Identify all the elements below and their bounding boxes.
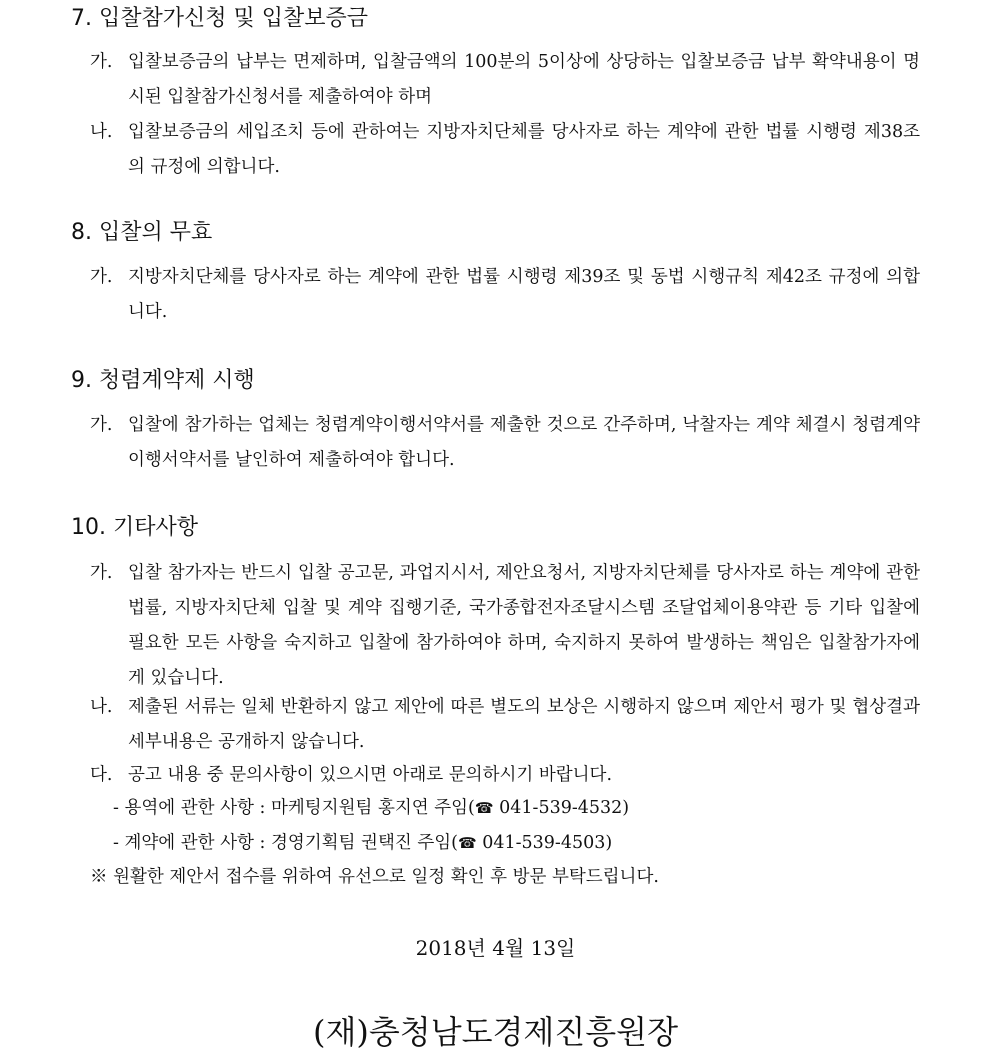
notice-date: 2018년 4월 13일 bbox=[415, 936, 576, 960]
contact-contract-inquiry bbox=[113, 826, 612, 861]
item-marker: 가. bbox=[90, 563, 113, 583]
item-marker: 가. bbox=[90, 415, 113, 435]
contact-phone: 041-539-4503) bbox=[476, 833, 613, 853]
item-text: 입찰보증금의 납부는 면제하며, 입찰금액의 100분의 5이상에 상당하는 입찰보증금 납부 확약내용이 명시된 입찰참가신청서를 제출하여야 하며 bbox=[128, 52, 920, 107]
section-10-item-na bbox=[90, 690, 920, 760]
item-marker: 가. bbox=[90, 52, 113, 72]
section-7-item-na bbox=[90, 115, 920, 185]
item-marker: 나. bbox=[90, 122, 113, 142]
issuing-organization: (재)충청남도경제진흥원장 bbox=[312, 1013, 678, 1051]
phone-icon: ☎ bbox=[457, 834, 477, 852]
contact-phone: 041-539-4532) bbox=[493, 798, 630, 818]
phone-icon: ☎ bbox=[474, 799, 494, 817]
item-marker: 다. bbox=[90, 765, 113, 785]
item-text: 공고 내용 중 문의사항이 있으시면 아래로 문의하시기 바랍니다. bbox=[128, 765, 613, 785]
section-10-item-ga bbox=[90, 556, 920, 696]
item-text: 입찰에 참가하는 업체는 청렴계약이행서약서를 제출한 것으로 간주하며, 낙찰자는 계약 체결시 청렴계약이행서약서를 날인하여 제출하여야 합니다. bbox=[128, 415, 920, 470]
item-text: 제출된 서류는 일체 반환하지 않고 제안에 따른 별도의 보상은 시행하지 않으며 제안서 평가 및 협상결과 세부내용은 공개하지 않습니다. bbox=[128, 697, 920, 752]
contact-label: - 계약에 관한 사항 : 경영기획팀 권택진 주임( bbox=[113, 833, 458, 853]
item-text: 입찰 참가자는 반드시 입찰 공고문, 과업지시서, 제안요청서, 지방자치단체를 당사자로 하는 계약에 관한 법률, 지방자치단체 입찰 및 계약 집행기준, 국가종합전자조달시스템 조달업체이용약관 등 기타 입찰에 필요한 모든 사항을 숙지하고 입찰에 참가하여야 하며, 숙지하지 못하여 발생하는 책임은 입찰참가자에게 있습니다. bbox=[128, 563, 920, 688]
section-9-item-ga bbox=[90, 408, 920, 478]
section-8-item-ga bbox=[90, 260, 920, 330]
section-7-item-ga bbox=[90, 45, 920, 115]
section-8-heading: 8. 입찰의 무효 bbox=[71, 220, 213, 245]
item-marker: 나. bbox=[90, 697, 113, 717]
contact-service-inquiry bbox=[113, 791, 629, 826]
item-marker: 가. bbox=[90, 267, 113, 287]
item-text: 지방자치단체를 당사자로 하는 계약에 관한 법률 시행령 제39조 및 동법 시행규칙 제42조 규정에 의합니다. bbox=[128, 267, 920, 322]
section-10-item-da bbox=[90, 758, 920, 793]
section-10-heading: 10. 기타사항 bbox=[71, 515, 198, 540]
section-9-heading: 9. 청렴계약제 시행 bbox=[71, 368, 255, 393]
item-text: 입찰보증금의 세입조치 등에 관하여는 지방자치단체를 당사자로 하는 계약에 관한 법률 시행령 제38조의 규정에 의합니다. bbox=[128, 122, 920, 177]
section-7-heading: 7. 입찰참가신청 및 입찰보증금 bbox=[71, 6, 368, 31]
visit-note: ※ 원활한 제안서 접수를 위하여 유선으로 일정 확인 후 방문 부탁드립니다. bbox=[90, 867, 659, 887]
contact-label: - 용역에 관한 사항 : 마케팅지원팀 홍지연 주임( bbox=[113, 798, 475, 818]
